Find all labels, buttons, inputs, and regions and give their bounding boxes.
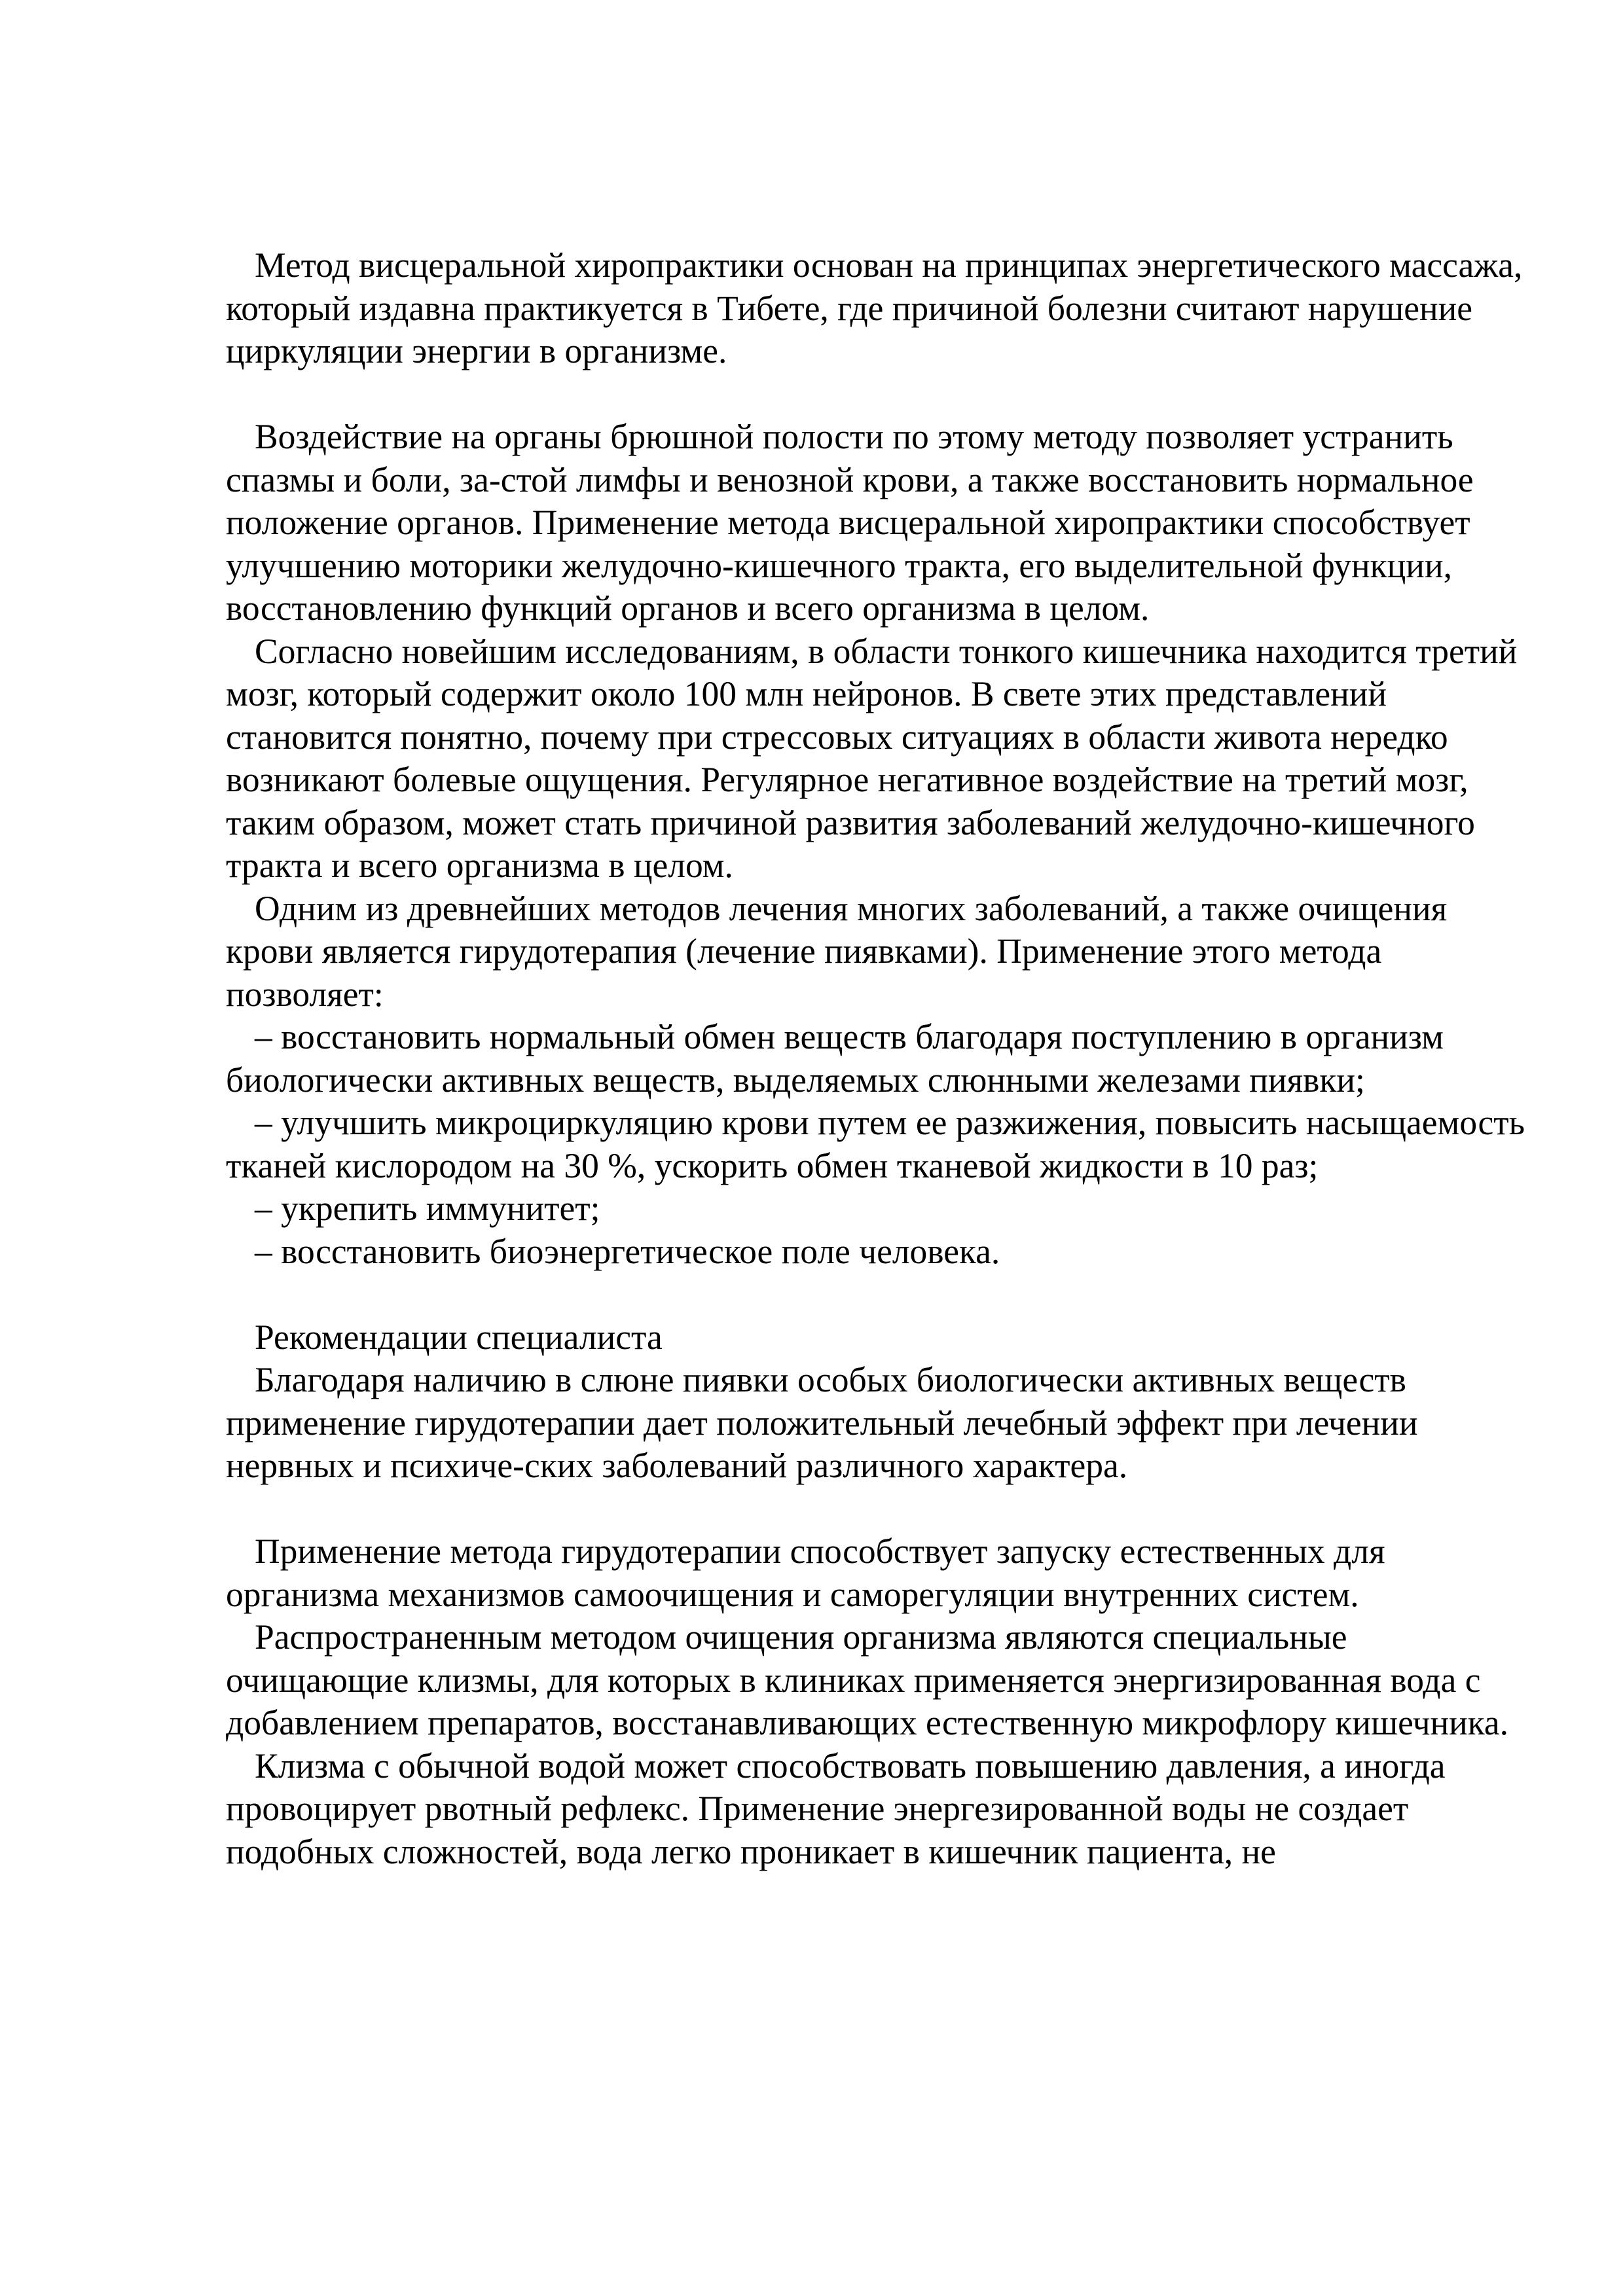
- document-body: [226, 244, 1529, 1873]
- paragraph-third-brain: Согласно новейшим исследованиям, в области тонкого кишечника находится третий мозг, который содержит около 100 млн нейронов. В свете этих представлений становится понятно, почему при стрессовых ситуациях в области живота нередко возникают болевые ощущения. Регулярное негативное воздействие на третий мозг, таким образом, может стать причиной развития заболеваний желудочно-кишечного тракта и всего организма в целом.: [226, 631, 1518, 885]
- list-item-bioenergy: – восстановить биоэнергетическое поле человека.: [255, 1231, 1000, 1271]
- list-item-microcirculation: – улучшить микроциркуляцию крови путем ее разжижения, повысить насыщаемость тканей кислородом на 30 %, ускорить обмен тканевой жидкости в 10 раз;: [226, 1103, 1525, 1185]
- paragraph-gap: [226, 1488, 1529, 1531]
- paragraph-visceral-chiropractic: Метод висцеральной хиропрактики основан на принципах энергетического массажа, который издавна практикуется в Тибете, где причиной болезни считают нарушение циркуляции энергии в организме.: [226, 245, 1523, 370]
- paragraph-hirudotherapy-intro: Одним из древнейших методов лечения многих заболеваний, а также очищения крови является гирудотерапия (лечение пиявками). Применение этого метода позволяет:: [226, 888, 1448, 1014]
- paragraph-cleansing-enemas: Распространенным методом очищения организма являются специальные очищающие клизмы, для которых в клиниках применяется энергизированная вода с добавлением препаратов, восстанавливающих естественную микрофлору кишечника.: [226, 1617, 1509, 1742]
- list-item-metabolism: – восстановить нормальный обмен веществ благодаря поступлению в организм биологически активных веществ, выделяемых слюнными железами пиявки;: [226, 1017, 1444, 1100]
- paragraph-abdominal-organs: Воздействие на органы брюшной полости по этому методу позволяет устранить спазмы и боли, за-стой лимфы и венозной крови, а также восстановить нормальное положение органов. Применение метода висцеральной хиропрактики способствует улучшению моторики желудочно-кишечного тракта, его выделительной функции, восстановлению функций органов и всего организма в целом.: [226, 417, 1474, 628]
- section-heading-recommendations: Рекомендации специалиста: [255, 1317, 663, 1357]
- paragraph-enema-water: Клизма с обычной водой может способствовать повышению давления, а иногда провоцирует рвотный рефлекс. Применение энергезированной воды не создает подобных сложностей, вода легко проникает в кишечник пациента, не: [226, 1746, 1446, 1871]
- paragraph-gap: [226, 1273, 1529, 1316]
- paragraph-self-cleaning: Применение метода гирудотерапии способствует запуску естественных для организма механизмов самоочищения и саморегуляции внутренних систем.: [226, 1532, 1385, 1614]
- list-item-immunity: – укрепить иммунитет;: [255, 1189, 600, 1228]
- paragraph-gap: [226, 373, 1529, 416]
- paragraph-leech-saliva: Благодаря наличию в слюне пиявки особых биологически активных веществ применение гирудотерапии дает положительный лечебный эффект при лечении нервных и психиче-ских заболеваний различного характера.: [226, 1360, 1418, 1485]
